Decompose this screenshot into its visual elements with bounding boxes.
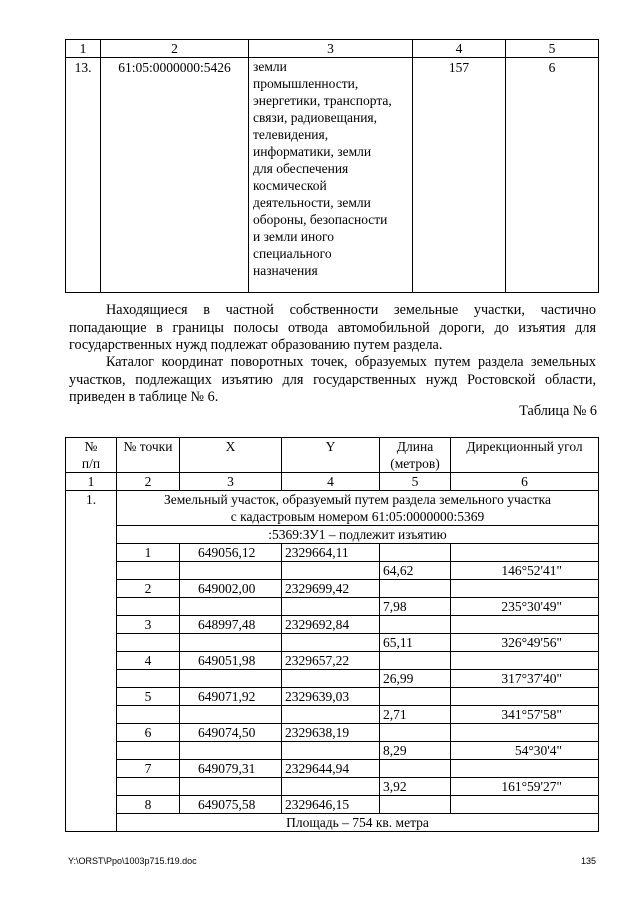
cadastral-number: 61:05:0000000:5426	[101, 58, 249, 293]
empty-cell	[117, 670, 180, 688]
empty-cell	[380, 724, 451, 742]
empty-cell	[117, 778, 180, 796]
point-row	[66, 544, 599, 562]
header-x: X	[180, 438, 282, 473]
point-number: 2	[117, 580, 180, 598]
land-category	[249, 58, 413, 293]
point-x: 649002,00	[180, 580, 282, 598]
header-num	[66, 438, 117, 473]
point-number: 4	[117, 652, 180, 670]
segment-length: 65,11	[380, 634, 451, 652]
plot-subtitle: :5369:ЗУ1 – подлежит изъятию	[117, 526, 599, 544]
empty-cell	[380, 544, 451, 562]
point-row	[66, 580, 599, 598]
point-y: 2329699,42	[282, 580, 380, 598]
point-number: 7	[117, 760, 180, 778]
item-title-line: с кадастровым номером 61:05:0000000:5369	[230, 509, 485, 524]
point-row	[66, 724, 599, 742]
area-total: Площадь – 754 кв. метра	[117, 814, 599, 832]
empty-cell	[117, 742, 180, 760]
header-length-line: Длина	[396, 439, 434, 454]
segment-angle: 146°52'41"	[451, 562, 599, 580]
empty-cell	[451, 652, 599, 670]
empty-cell	[380, 760, 451, 778]
table-row	[66, 58, 599, 293]
segment-length: 2,71	[380, 706, 451, 724]
segment-length: 3,92	[380, 778, 451, 796]
point-row	[66, 652, 599, 670]
empty-cell	[282, 562, 380, 580]
segment-row	[66, 778, 599, 796]
empty-cell	[117, 598, 180, 616]
empty-cell	[180, 706, 282, 724]
point-x: 649071,92	[180, 688, 282, 706]
item-title	[117, 491, 599, 526]
empty-cell	[117, 634, 180, 652]
column-4-value: 157	[413, 58, 506, 293]
segment-row	[66, 706, 599, 724]
item-number: 1.	[66, 491, 117, 832]
table-caption: Таблица № 6	[519, 403, 597, 419]
table1-col-number: 5	[506, 40, 599, 58]
segment-angle: 54°30'4"	[451, 742, 599, 760]
point-y: 2329644,94	[282, 760, 380, 778]
empty-cell	[451, 544, 599, 562]
segment-angle: 317°37'40"	[451, 670, 599, 688]
segment-length: 7,98	[380, 598, 451, 616]
table-row	[66, 491, 599, 526]
land-category-line: для обеспечения	[253, 161, 349, 176]
table1-header-row	[66, 40, 599, 58]
segment-row	[66, 634, 599, 652]
segment-length: 26,99	[380, 670, 451, 688]
coordinates-table	[65, 437, 599, 832]
empty-cell	[180, 742, 282, 760]
header-num-line: п/п	[81, 456, 101, 471]
header-num-line: №	[84, 439, 98, 454]
empty-cell	[180, 562, 282, 580]
segment-row	[66, 742, 599, 760]
table-row	[66, 526, 599, 544]
empty-cell	[117, 706, 180, 724]
empty-cell	[380, 688, 451, 706]
footer-file-path: Y:\ORST\Ppo\1003p715.f19.doc	[68, 856, 197, 866]
table1-col-number: 4	[413, 40, 506, 58]
empty-cell	[117, 562, 180, 580]
point-row	[66, 688, 599, 706]
header-length	[380, 438, 451, 473]
empty-cell	[451, 724, 599, 742]
point-number: 1	[117, 544, 180, 562]
item-title-line: Земельный участок, образуемый путем раздела земельного участка	[164, 492, 551, 507]
paragraph-catalog: Каталог координат поворотных точек, образуемых путем раздела земельных участков, подлежащих изъятию для государственных нужд Ростовской области, приведен в таблице № 6.	[69, 354, 596, 406]
empty-cell	[180, 634, 282, 652]
header-length-line: (метров)	[390, 456, 440, 471]
col-number: 4	[282, 473, 380, 491]
point-number: 6	[117, 724, 180, 742]
point-x: 649074,50	[180, 724, 282, 742]
land-category-line: энергетики, транспорта,	[253, 93, 392, 108]
empty-cell	[282, 706, 380, 724]
empty-cell	[451, 616, 599, 634]
point-y: 2329664,11	[282, 544, 380, 562]
empty-cell	[282, 670, 380, 688]
empty-cell	[180, 778, 282, 796]
column-5-value: 6	[506, 58, 599, 293]
point-y: 2329646,15	[282, 796, 380, 814]
segment-row	[66, 562, 599, 580]
land-category-line: назначения	[253, 263, 318, 278]
page-number: 135	[580, 856, 596, 866]
table1-col-number: 1	[66, 40, 101, 58]
point-x: 649051,98	[180, 652, 282, 670]
segment-length: 64,62	[380, 562, 451, 580]
empty-cell	[451, 760, 599, 778]
land-category-line: связи, радиовещания,	[253, 110, 377, 125]
header-angle: Дирекционный угол	[451, 438, 599, 473]
point-x: 649075,58	[180, 796, 282, 814]
empty-cell	[380, 616, 451, 634]
point-row	[66, 760, 599, 778]
header-y: Y	[282, 438, 380, 473]
land-category-line: обороны, безопасности	[253, 212, 388, 227]
point-row	[66, 796, 599, 814]
empty-cell	[380, 796, 451, 814]
point-y: 2329638,19	[282, 724, 380, 742]
land-category-line: деятельности, земли	[253, 195, 371, 210]
col-number: 6	[451, 473, 599, 491]
land-category-line: специального	[253, 246, 332, 261]
land-category-line: земли	[253, 59, 287, 74]
table2-header-row	[66, 438, 599, 473]
segment-length: 8,29	[380, 742, 451, 760]
empty-cell	[282, 634, 380, 652]
point-x: 648997,48	[180, 616, 282, 634]
point-y: 2329639,03	[282, 688, 380, 706]
segment-angle: 341°57'58"	[451, 706, 599, 724]
land-category-line: и земли иного	[253, 229, 334, 244]
table1-col-number: 3	[249, 40, 413, 58]
col-number: 5	[380, 473, 451, 491]
empty-cell	[282, 598, 380, 616]
empty-cell	[451, 580, 599, 598]
segment-row	[66, 598, 599, 616]
segment-angle: 326°49'56"	[451, 634, 599, 652]
col-number: 3	[180, 473, 282, 491]
empty-cell	[451, 688, 599, 706]
point-number: 8	[117, 796, 180, 814]
col-number: 2	[117, 473, 180, 491]
empty-cell	[380, 652, 451, 670]
empty-cell	[380, 580, 451, 598]
point-number: 3	[117, 616, 180, 634]
empty-cell	[282, 778, 380, 796]
segment-row	[66, 670, 599, 688]
point-y: 2329692,84	[282, 616, 380, 634]
header-point: № точки	[117, 438, 180, 473]
segment-angle: 161°59'27"	[451, 778, 599, 796]
point-x: 649079,31	[180, 760, 282, 778]
empty-cell	[180, 598, 282, 616]
point-row	[66, 616, 599, 634]
col-number: 1	[66, 473, 117, 491]
table-row	[66, 814, 599, 832]
table1-col-number: 2	[101, 40, 249, 58]
land-category-line: телевидения,	[253, 127, 329, 142]
row-number: 13.	[66, 58, 101, 293]
empty-cell	[180, 670, 282, 688]
land-category-line: космической	[253, 178, 327, 193]
paragraph-land-plots: Находящиеся в частной собственности земельные участки, частично попадающие в границы полосы отвода автомобильной дороги, до изъятия для государственных нужд подлежат образованию путем раздела.	[69, 302, 596, 354]
land-category-line: промышленности,	[253, 76, 359, 91]
point-number: 5	[117, 688, 180, 706]
land-category-line: информатики, земли	[253, 144, 372, 159]
empty-cell	[451, 796, 599, 814]
table-continuation	[65, 39, 599, 293]
table2-colnum-row	[66, 473, 599, 491]
segment-angle: 235°30'49"	[451, 598, 599, 616]
empty-cell	[282, 742, 380, 760]
point-y: 2329657,22	[282, 652, 380, 670]
point-x: 649056,12	[180, 544, 282, 562]
